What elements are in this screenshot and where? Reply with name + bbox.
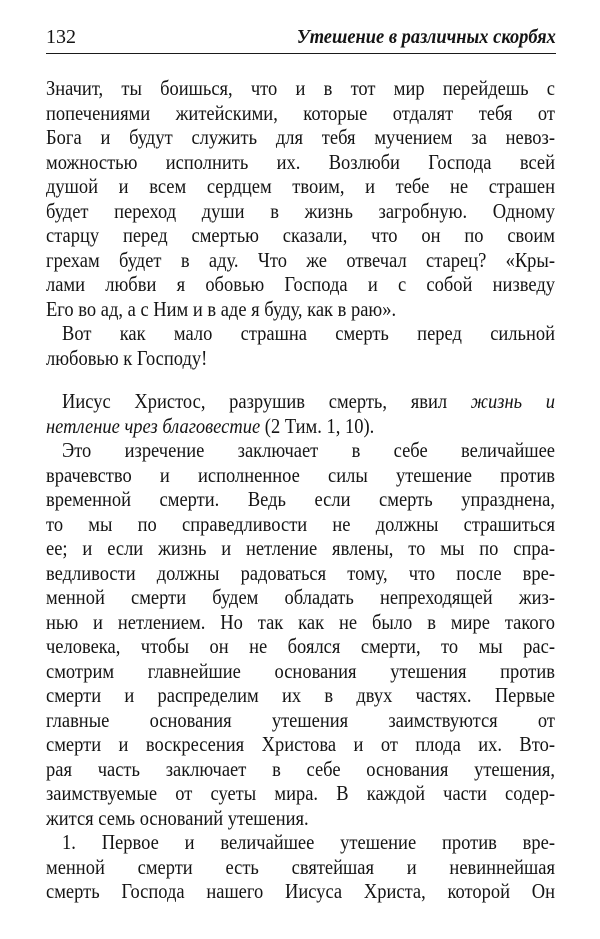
text-line bbox=[46, 806, 351, 830]
text-line bbox=[46, 757, 600, 781]
text-line bbox=[46, 248, 600, 272]
text-line bbox=[46, 536, 600, 560]
text-line-content: грехам будет в аду. Что же отвечал старец? «Кры- bbox=[46, 247, 555, 272]
text-line bbox=[46, 174, 600, 198]
text-line-content: старцу перед смертью сказали, что он по своим bbox=[46, 223, 555, 247]
text-line bbox=[46, 561, 600, 585]
text-line bbox=[46, 487, 600, 511]
text-line bbox=[46, 297, 453, 321]
text-line-content: Значит, ты боишься, что и в тот мир перейдешь с bbox=[46, 76, 555, 100]
text-line bbox=[46, 879, 600, 903]
text-line bbox=[46, 708, 600, 732]
text-segment: Иисус Христос, разрушив смерть, явил bbox=[62, 389, 471, 413]
text-line-content: смотрим главнейшие основания утешения против bbox=[46, 658, 555, 683]
text-line-content: главные основания утешения заимствуются от bbox=[46, 707, 555, 732]
text-line-content: можностью исполнить их. Возлюби Господа всей bbox=[46, 149, 555, 174]
text-line-content: нью и нетлением. Но так как не было в мире такого bbox=[46, 609, 555, 634]
text-line-content: ее; и если жизнь и нетление явлены, то мы по спра- bbox=[46, 536, 555, 560]
text-line-content bbox=[46, 414, 374, 438]
text-line-content: временной смерти. Ведь если смерть упразднена, bbox=[46, 487, 555, 511]
text-line-content: человека, чтобы он не боялся смерти, то мы рас- bbox=[46, 634, 555, 658]
text-line-content: менной смерти есть святейшая и невиннейшая bbox=[46, 854, 555, 879]
text-line bbox=[46, 659, 600, 683]
text-line-content: ведливости должны радоваться тому, что после вре- bbox=[46, 560, 555, 585]
text-line bbox=[46, 101, 600, 125]
text-line-content: смерти и распределим их в двух частях. Первые bbox=[46, 683, 555, 707]
text-line-content: будет переход души в жизнь загробную. Одному bbox=[46, 198, 555, 223]
text-line-content bbox=[62, 389, 555, 413]
text-line bbox=[46, 732, 600, 756]
text-line-content: заимствуемые от суеты мира. В каждой части содер- bbox=[46, 781, 555, 805]
page-number: 132 bbox=[46, 26, 76, 48]
text-line bbox=[46, 76, 600, 100]
text-segment: (2 Тим. 1, 10). bbox=[260, 413, 375, 438]
text-line-content: попечениями житейскими, которые отдалят тебя от bbox=[46, 100, 555, 125]
text-line-content: Вот как мало страшна смерть перед сильной bbox=[62, 321, 555, 345]
text-line bbox=[46, 223, 600, 247]
text-line bbox=[46, 781, 600, 805]
header-rule bbox=[46, 53, 556, 54]
text-line bbox=[46, 346, 234, 370]
text-line bbox=[62, 438, 600, 462]
text-line-content: менной смерти будем обладать непреходящей жиз- bbox=[46, 585, 555, 609]
text-line-content: Это изречение заключает в себе величайшее bbox=[62, 438, 555, 462]
text-line bbox=[46, 414, 428, 438]
italic-quote: нетление чрез благовестие bbox=[46, 413, 261, 438]
text-line-content: смерть Господа нашего Иисуса Христа, которой Он bbox=[46, 879, 555, 903]
text-line-content: Его во ад, а с Ним и в аде я буду, как в раю». bbox=[46, 296, 397, 321]
text-line bbox=[62, 389, 600, 413]
text-line bbox=[46, 855, 600, 879]
running-title: Утешение в различных скорбях bbox=[297, 26, 556, 48]
text-line bbox=[46, 199, 600, 223]
text-line-content: любовью к Господу! bbox=[46, 345, 208, 370]
text-line-content: смерти и воскресения Христова и от плода их. Вто- bbox=[46, 732, 555, 756]
text-line-content: рая часть заключает в себе основания утешения, bbox=[46, 756, 555, 781]
text-line bbox=[46, 463, 600, 487]
text-line-content: жится семь оснований утешения. bbox=[46, 805, 309, 830]
text-line-content: лами любви я обовью Господа и с собой низведу bbox=[46, 272, 555, 296]
page-header bbox=[46, 0, 556, 54]
text-line-content: врачевство и исполненное силы утешение против bbox=[46, 462, 555, 487]
text-line bbox=[46, 272, 600, 296]
text-line-content: то мы по справедливости не должны страшиться bbox=[46, 511, 555, 536]
text-line bbox=[62, 830, 600, 854]
text-line bbox=[46, 512, 600, 536]
text-line bbox=[46, 634, 600, 658]
text-line bbox=[46, 150, 600, 174]
text-line bbox=[46, 585, 600, 609]
text-line bbox=[46, 610, 600, 634]
text-line-content: Бога и будут служить для тебя мучением за невоз- bbox=[46, 125, 555, 149]
italic-quote: жизнь и bbox=[470, 389, 555, 413]
text-line bbox=[62, 321, 600, 345]
text-line bbox=[46, 125, 600, 149]
text-line bbox=[46, 683, 600, 707]
text-line-content: 1. Первое и величайшее утешение против вре- bbox=[62, 830, 555, 854]
text-line-content: душой и всем сердцем твоим, и тебе не страшен bbox=[46, 174, 555, 198]
